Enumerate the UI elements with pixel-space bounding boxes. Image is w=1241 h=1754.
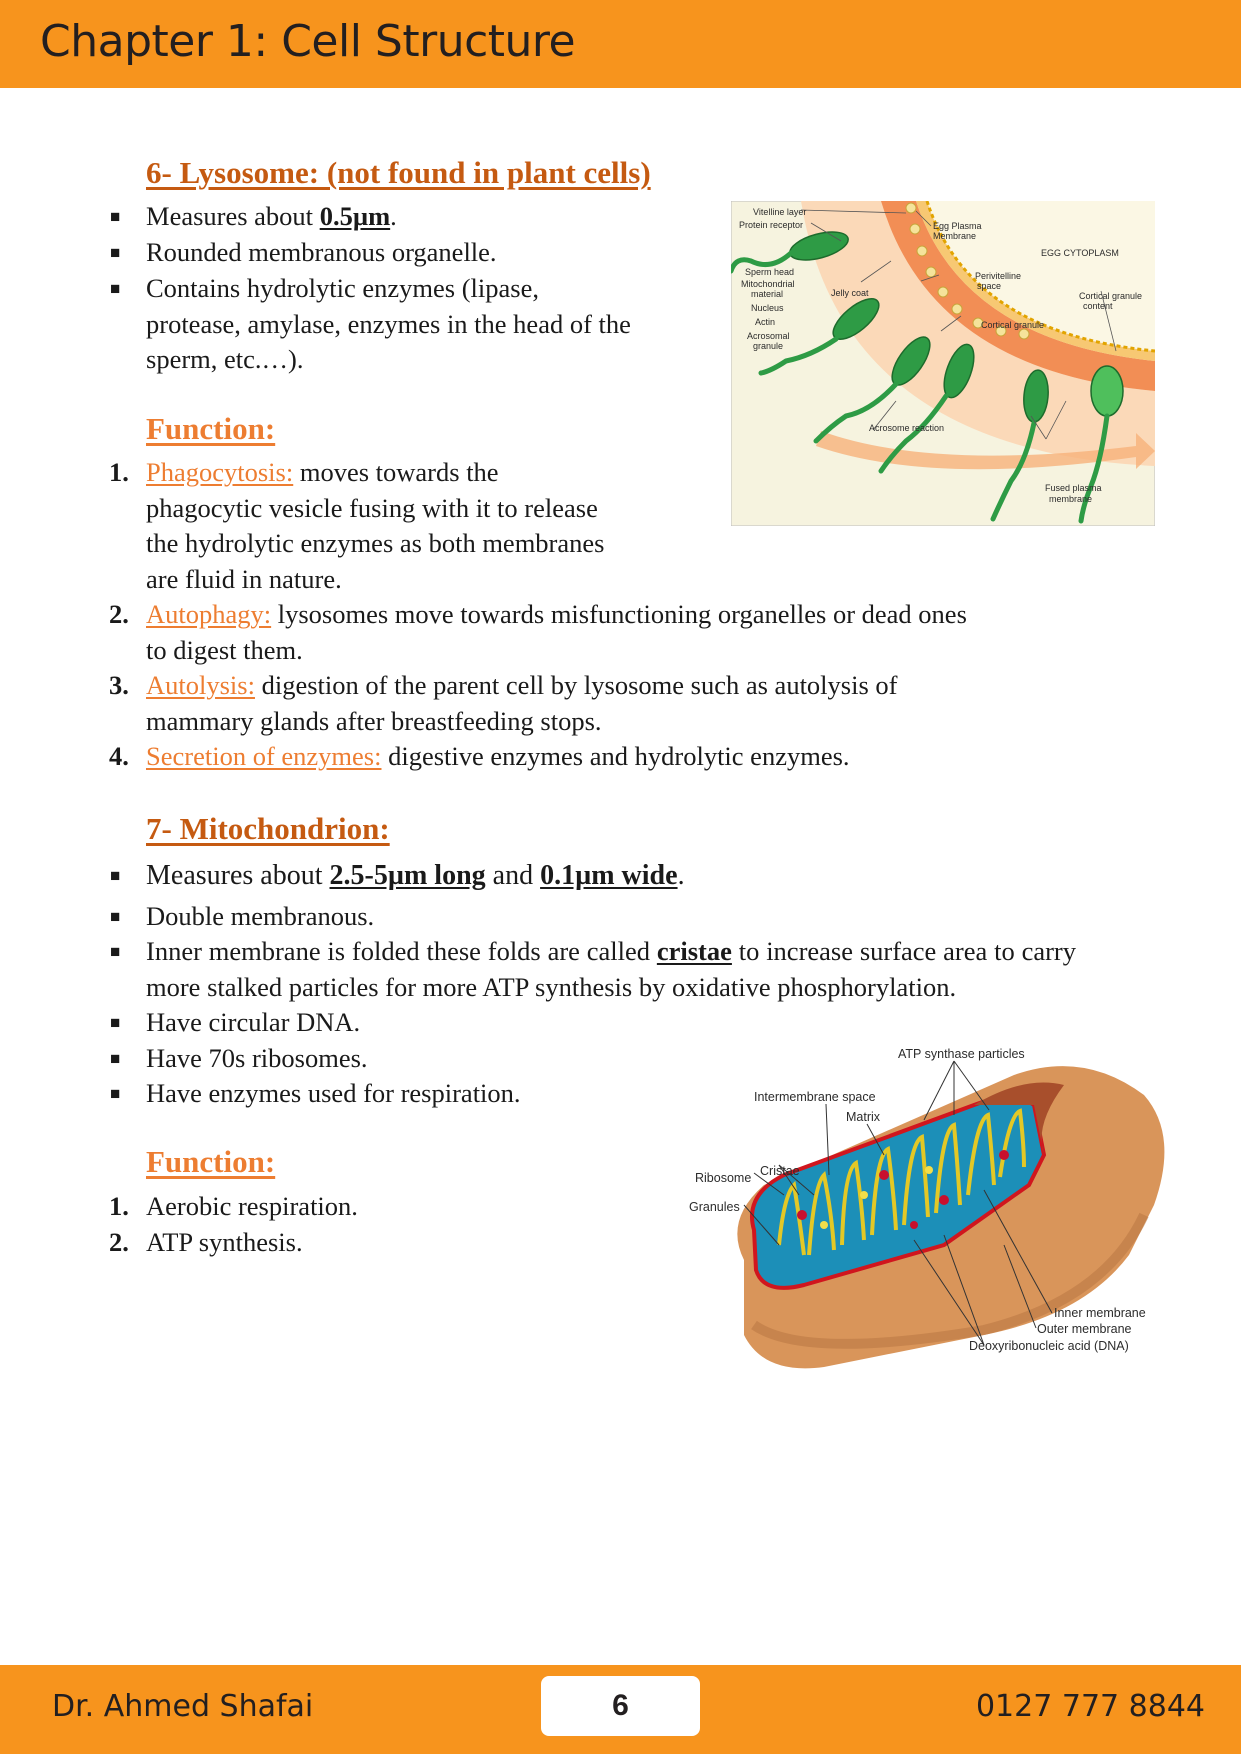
label-cortical-content-1: Cortical granule bbox=[1079, 291, 1143, 301]
mito-bullet-membrane: ■ Double membranous. bbox=[146, 899, 1076, 935]
lysosome-bullet-enzymes: ■ Contains hydrolytic enzymes (lipase, protease, amylase, enzymes in the head of the sperm, etc.…). bbox=[110, 273, 631, 374]
square-bullet-icon: ■ bbox=[110, 243, 121, 262]
author-name: Dr. Ahmed Shafai bbox=[52, 1689, 314, 1724]
square-bullet-icon: ■ bbox=[110, 1013, 121, 1032]
mito-function-title: Function: bbox=[146, 1144, 276, 1179]
lysosome-function-2: 2. Autophagy: lysosomes move towards misfunctioning organelles or dead ones to digest them. bbox=[109, 599, 967, 665]
mito-function-1: 1. Aerobic respiration. bbox=[109, 1191, 358, 1221]
label-mito-2: material bbox=[751, 289, 784, 299]
label-protein-receptor: Protein receptor bbox=[739, 220, 804, 230]
page-header bbox=[0, 0, 1241, 88]
mito-bullet-ribosomes: ■ Have 70s ribosomes. bbox=[146, 1041, 746, 1077]
square-bullet-icon: ■ bbox=[110, 207, 121, 226]
label-egg-cytoplasm: EGG CYTOPLASM bbox=[1041, 248, 1119, 258]
label-sperm-head: Sperm head bbox=[745, 267, 795, 277]
phone-number: 0127 777 8844 bbox=[975, 1689, 1205, 1724]
label-fused-2: membrane bbox=[1049, 494, 1093, 504]
label-egg-membrane-1: Egg Plasma bbox=[933, 221, 982, 231]
acrosome-reaction-figure bbox=[731, 201, 1155, 526]
mito-bullet-size: ■ Measures about 2.5-5µm long and 0.1µm wide. bbox=[146, 858, 1076, 894]
label-acrosomal-1: Acrosomal bbox=[747, 331, 790, 341]
label-cristae: Cristae bbox=[760, 1164, 800, 1178]
lysosome-bullet-shape: ■ Rounded membranous organelle. bbox=[146, 235, 666, 271]
label-fused-1: Fused plasma bbox=[1045, 483, 1102, 493]
page-number: 6 bbox=[541, 1676, 700, 1736]
label-egg-membrane-2: Membrane bbox=[933, 231, 977, 241]
label-acrosome-reaction: Acrosome reaction bbox=[869, 423, 945, 433]
label-perivitelline-2: space bbox=[977, 281, 1002, 291]
mito-function-2: 2. ATP synthesis. bbox=[109, 1227, 303, 1257]
square-bullet-icon: ■ bbox=[110, 942, 121, 961]
mitochondrion-figure bbox=[684, 1045, 1170, 1385]
label-vitelline: Vitelline layer bbox=[753, 207, 807, 217]
lysosome-bullet-size: ■ Measures about 0.5µm. bbox=[146, 199, 666, 235]
mitochondrion-title: 7- Mitochondrion: bbox=[146, 811, 390, 846]
label-dna: Deoxyribonucleic acid (DNA) bbox=[969, 1339, 1129, 1353]
label-intermembrane: Intermembrane space bbox=[754, 1090, 876, 1104]
label-inner-membrane: Inner membrane bbox=[1054, 1306, 1146, 1320]
square-bullet-icon: ■ bbox=[110, 866, 121, 885]
label-actin: Actin bbox=[755, 317, 776, 327]
square-bullet-icon: ■ bbox=[110, 907, 121, 926]
mito-bullet-dna: ■ Have circular DNA. bbox=[146, 1005, 746, 1041]
label-matrix: Matrix bbox=[846, 1110, 881, 1124]
label-perivitelline-1: Perivitelline bbox=[975, 271, 1022, 281]
label-mito-1: Mitochondrial bbox=[741, 279, 795, 289]
mito-bullet-cristae: ■ Inner membrane is folded these folds are called cristae to increase surface area to carry more stalked particles for more ATP synthesis by oxidative phosphorylation. bbox=[110, 936, 1076, 1002]
square-bullet-icon: ■ bbox=[110, 279, 121, 298]
label-cortical-content-2: content bbox=[1083, 301, 1113, 311]
label-cortical-granule: Cortical granule bbox=[981, 320, 1045, 330]
label-granules: Granules bbox=[689, 1200, 740, 1214]
chapter-title: Chapter 1: Cell Structure bbox=[40, 16, 576, 67]
lysosome-function-1: 1. Phagocytosis: moves towards the phagocytic vesicle fusing with it to release the hydrolytic enzymes as both membranes are fluid in nature. bbox=[109, 457, 605, 594]
page-footer bbox=[0, 1665, 1241, 1754]
label-ribosome: Ribosome bbox=[695, 1171, 752, 1185]
lysosome-function-3: 3. Autolysis: digestion of the parent cell by lysosome such as autolysis of mammary glands after breastfeeding stops. bbox=[109, 670, 898, 736]
mito-bullet-enzymes: ■ Have enzymes used for respiration. bbox=[146, 1076, 746, 1112]
lysosome-title: 6- Lysosome: (not found in plant cells) bbox=[146, 155, 651, 190]
lysosome-function-4: 4. Secretion of enzymes: digestive enzymes and hydrolytic enzymes. bbox=[109, 741, 850, 771]
label-atp-synthase: ATP synthase particles bbox=[898, 1047, 1025, 1061]
label-nucleus: Nucleus bbox=[751, 303, 784, 313]
lysosome-function-title: Function: bbox=[146, 411, 276, 446]
square-bullet-icon: ■ bbox=[110, 1049, 121, 1068]
label-acrosomal-2: granule bbox=[753, 341, 784, 351]
label-jelly: Jelly coat bbox=[831, 288, 869, 298]
square-bullet-icon: ■ bbox=[110, 1084, 121, 1103]
label-outer-membrane: Outer membrane bbox=[1037, 1322, 1132, 1336]
